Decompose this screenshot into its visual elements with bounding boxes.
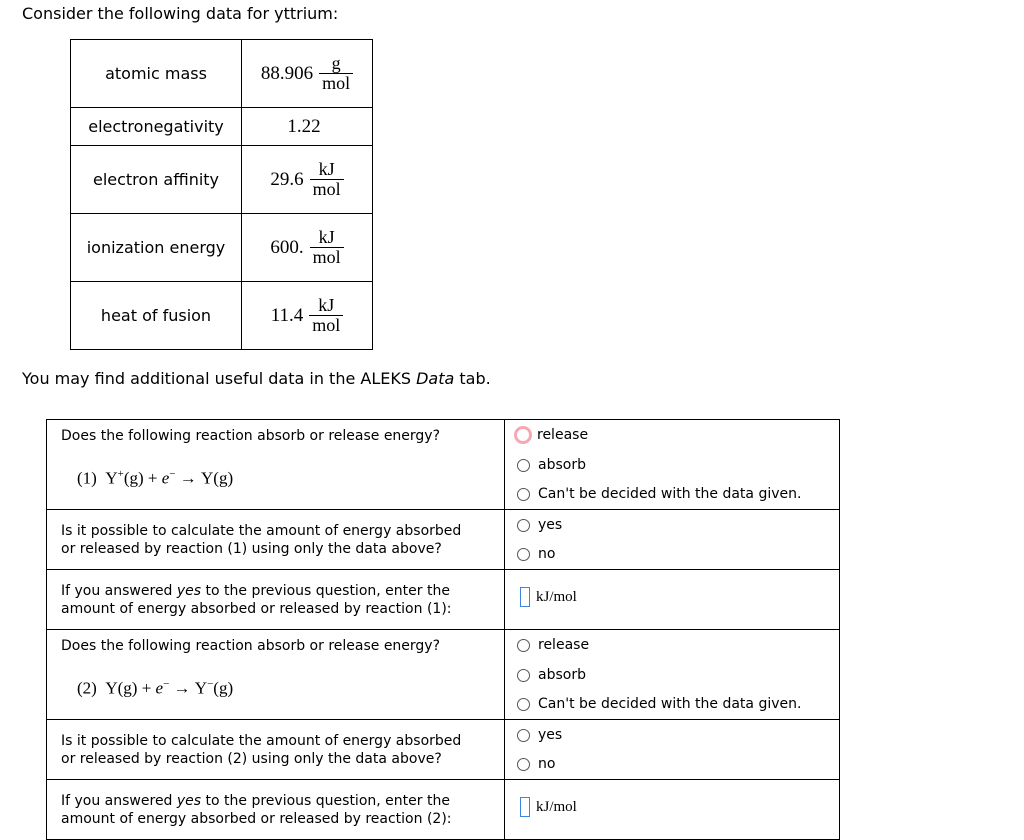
properties-table	[70, 39, 373, 350]
reactant-state: (g)	[117, 678, 138, 698]
reaction-arrow: →	[179, 468, 197, 488]
table-row	[71, 40, 373, 108]
property-label: ionization energy	[71, 214, 242, 282]
reactant-charge: +	[117, 468, 124, 480]
unit-numerator: kJ	[309, 296, 343, 316]
question-line: to the previous question, enter the	[201, 793, 450, 809]
column-divider	[504, 780, 505, 839]
question-2-possible	[46, 719, 840, 780]
option-no[interactable]	[517, 544, 555, 564]
table-row	[71, 146, 373, 214]
column-divider	[504, 420, 505, 509]
question-emphasis: yes	[176, 583, 202, 599]
option-release[interactable]	[517, 425, 588, 445]
column-divider	[504, 630, 505, 719]
question-line: If you answered	[61, 793, 177, 809]
option-label: release	[538, 637, 590, 653]
unit-denominator: mol	[312, 179, 341, 199]
unit-fraction	[310, 160, 344, 199]
question-emphasis: yes	[176, 793, 202, 809]
radio-icon[interactable]	[517, 548, 530, 561]
question-text	[61, 732, 461, 768]
value-number: 600.	[270, 236, 304, 258]
question-2-absorb-release	[46, 629, 840, 720]
option-absorb[interactable]	[517, 455, 586, 475]
energy-unit: kJ/mol	[536, 798, 577, 815]
question-line: or released by reaction (2) using only the data above?	[61, 751, 442, 767]
radio-icon[interactable]	[517, 758, 530, 771]
property-value	[242, 40, 373, 108]
radio-icon[interactable]	[517, 639, 530, 652]
question-line: Is it possible to calculate the amount of energy absorbed	[61, 733, 462, 749]
note-data-link: Data	[416, 369, 455, 388]
intro-text: Consider the following data for yttrium:	[22, 4, 339, 23]
property-value	[242, 214, 373, 282]
question-text: Does the following reaction absorb or release energy?	[61, 428, 441, 444]
property-label: heat of fusion	[71, 282, 242, 350]
product-state: (g)	[213, 468, 234, 488]
aleks-data-note	[22, 369, 491, 388]
table-row	[71, 282, 373, 350]
option-cant-decide[interactable]	[517, 694, 801, 714]
question-text	[61, 522, 461, 558]
option-label: yes	[538, 517, 563, 533]
reactant: Y	[105, 468, 118, 488]
plus-sign: +	[141, 678, 152, 698]
question-2-enter-energy	[46, 779, 840, 840]
unit-fraction	[310, 228, 344, 267]
question-text	[61, 792, 452, 828]
option-label: absorb	[538, 457, 586, 473]
question-line: or released by reaction (1) using only the data above?	[61, 541, 442, 557]
option-cant-decide[interactable]	[517, 484, 801, 504]
column-divider	[504, 510, 505, 569]
question-1-absorb-release	[46, 419, 840, 510]
note-text: You may find additional useful data in the ALEKS	[22, 369, 417, 388]
option-release[interactable]	[517, 635, 589, 655]
energy-answer-2	[520, 797, 577, 817]
option-label: release	[537, 427, 589, 443]
column-divider	[504, 570, 505, 629]
energy-input-1[interactable]	[520, 587, 530, 607]
reactant: Y	[105, 678, 118, 698]
question-text	[61, 582, 452, 618]
property-value	[242, 108, 373, 146]
column-divider	[504, 720, 505, 779]
electron-charge: −	[169, 468, 176, 480]
product-charge: −	[207, 678, 214, 690]
value-number: 29.6	[270, 168, 304, 190]
radio-icon[interactable]	[517, 698, 530, 711]
unit-numerator: g	[319, 54, 353, 74]
question-text: Does the following reaction absorb or release energy?	[61, 638, 441, 654]
question-line: amount of energy absorbed or released by reaction (1):	[61, 601, 452, 617]
property-label: atomic mass	[71, 40, 242, 108]
option-label: yes	[538, 727, 563, 743]
option-label: absorb	[538, 667, 586, 683]
question-line: to the previous question, enter the	[201, 583, 450, 599]
product: Y	[201, 468, 214, 488]
radio-icon[interactable]	[517, 669, 530, 682]
product-state: (g)	[213, 678, 234, 698]
product: Y	[194, 678, 208, 698]
unit-denominator: mol	[322, 73, 351, 93]
unit-denominator: mol	[312, 315, 341, 335]
reaction-arrow: →	[173, 678, 191, 698]
electron: e	[161, 468, 170, 488]
unit-denominator: mol	[312, 247, 341, 267]
reaction-number: (1)	[77, 468, 97, 488]
radio-icon[interactable]	[517, 459, 530, 472]
question-line: If you answered	[61, 583, 177, 599]
reaction-1-equation	[77, 468, 233, 489]
electron: e	[155, 678, 164, 698]
option-yes[interactable]	[517, 725, 562, 745]
electron-charge: −	[163, 678, 170, 690]
option-yes[interactable]	[517, 515, 562, 535]
energy-input-2[interactable]	[520, 797, 530, 817]
unit-fraction	[319, 54, 353, 93]
value-number: 11.4	[270, 304, 304, 326]
option-absorb[interactable]	[517, 665, 586, 685]
property-label: electron affinity	[71, 146, 242, 214]
option-label: Can't be decided with the data given.	[538, 696, 802, 712]
unit-numerator: kJ	[310, 160, 344, 180]
option-label: Can't be decided with the data given.	[538, 486, 802, 502]
question-1-possible	[46, 509, 840, 570]
property-label: electronegativity	[71, 108, 242, 146]
radio-icon[interactable]	[517, 729, 530, 742]
value-number: 88.906	[260, 62, 314, 84]
value-number: 1.22	[287, 115, 321, 137]
radio-icon[interactable]	[514, 426, 532, 444]
property-value	[242, 282, 373, 350]
radio-icon[interactable]	[517, 519, 530, 532]
table-row	[71, 108, 373, 146]
option-label: no	[538, 546, 556, 562]
question-line: amount of energy absorbed or released by reaction (2):	[61, 811, 452, 827]
question-line: Is it possible to calculate the amount of energy absorbed	[61, 523, 462, 539]
option-label: no	[538, 756, 556, 772]
option-no[interactable]	[517, 754, 555, 774]
reaction-number: (2)	[77, 678, 97, 698]
question-1-enter-energy	[46, 569, 840, 630]
property-value	[242, 146, 373, 214]
radio-icon[interactable]	[517, 488, 530, 501]
unit-numerator: kJ	[310, 228, 344, 248]
reaction-2-equation	[77, 678, 233, 699]
plus-sign: +	[147, 468, 158, 488]
energy-answer-1	[520, 587, 577, 607]
table-row	[71, 214, 373, 282]
unit-fraction	[309, 296, 343, 335]
reactant-state: (g)	[123, 468, 144, 488]
note-text-end: tab.	[454, 369, 491, 388]
energy-unit: kJ/mol	[536, 588, 577, 605]
